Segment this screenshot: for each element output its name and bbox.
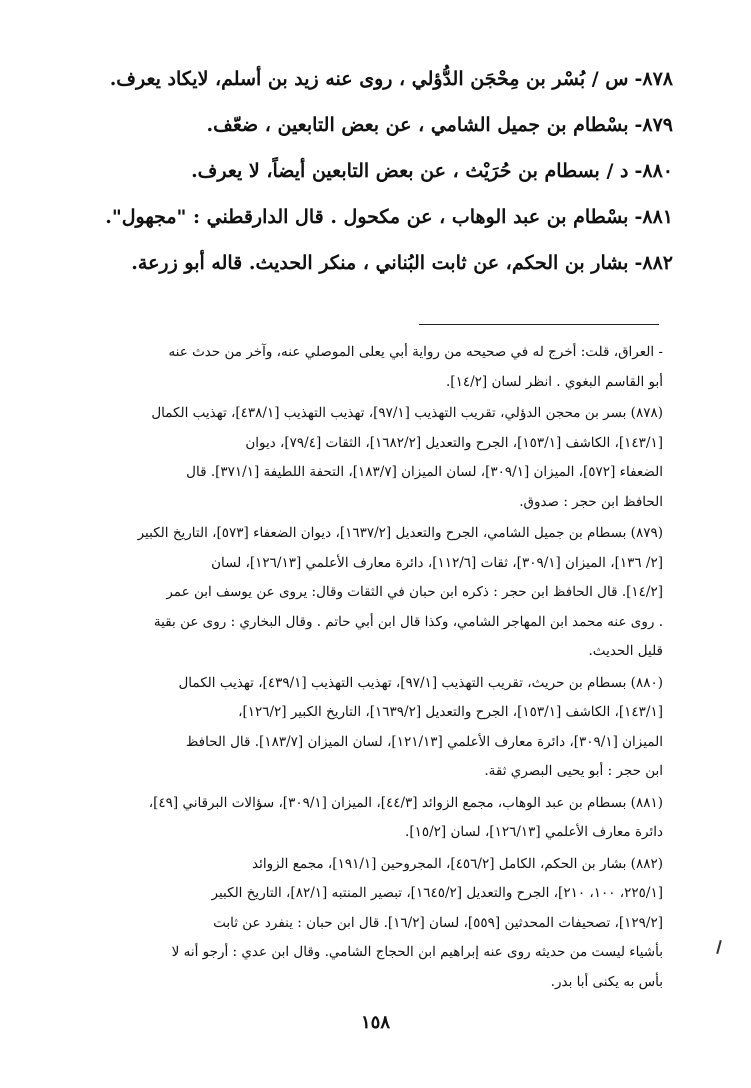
footnote-line: قليل الحديث. bbox=[588, 643, 663, 659]
entry-879 bbox=[73, 102, 673, 148]
footnote-880 bbox=[83, 669, 663, 787]
footnote-divider bbox=[419, 324, 659, 325]
footnote-line: الميزان [٣٠٩/١]، دائرة معارف الأعلمي [١٢١/١٣]، لسان الميزان [١٨٣/٧]. قال الحافظ bbox=[185, 733, 663, 750]
footnote-line: أبو القاسم البغوي . انظر لسان [١٤/٢]. bbox=[446, 373, 663, 390]
entry-881 bbox=[73, 194, 673, 240]
footnote-line: [٢/ ١٣٦]، الميزان [٣٠٩/١]، ثقات [١١٢/٦]، دائرة معارف الأعلمي [١٢٦/١٣]، لسان bbox=[211, 554, 663, 571]
footnote-879 bbox=[83, 519, 663, 667]
footnote-line: (٨٧٨) بسر بن محجن الدؤلي، تقريب التهذيب [٩٧/١]، تهذيب التهذيب [٤٣٨/١]، تهذيب الكمال bbox=[151, 405, 663, 421]
entry-text: د / بسطام بن حُرَيْث ، عن بعض التابعين أيضاً، لا يعرف. bbox=[191, 160, 629, 182]
entry-878 bbox=[73, 56, 673, 102]
entry-882 bbox=[73, 240, 673, 286]
footnote-line: (٨٨١) بسطام بن عبد الوهاب، مجمع الزوائد [٤٤/٣]، الميزان [٣٠٩/١]، سؤالات البرقاني [٤٩]، bbox=[148, 794, 663, 811]
entry-list bbox=[73, 56, 673, 286]
footnotes bbox=[83, 338, 663, 999]
entry-number: ٨٧٨- bbox=[634, 68, 673, 90]
entry-text: بسْطام بن جميل الشامي ، عن بعض التابعين ، ضعّف. bbox=[206, 114, 629, 136]
entry-number: ٨٨٠- bbox=[634, 160, 673, 182]
footnote-882 bbox=[83, 850, 663, 998]
entry-880 bbox=[73, 148, 673, 194]
entry-text: بسْطام بن عبد الوهاب ، عن مكحول . قال الدارقطني : "مجهول". bbox=[105, 206, 629, 228]
footnote-line: [١٢٩/٢]، تصحيفات المحدثين [٥٥٩]، لسان [١٦/٢]. قال ابن حبان : ينفرد عن ثابت bbox=[213, 914, 663, 931]
footnote-line: بأس به يكنى أبا بدر. bbox=[550, 973, 663, 990]
footnote-line: . روى عنه محمد ابن المهاجر الشامي، وكذا قال ابن أبي حاتم . وقال البخاري : روى عن بقية bbox=[153, 613, 663, 630]
footnote-line: بأشياء ليست من حديثه روى عنه إبراهيم ابن الحجاج الشامي. وقال ابن عدي : أرجو أنه لا bbox=[171, 944, 663, 960]
footnote-line: (٨٨٢) بشار بن الحكم، الكامل [٤٥٦/٢]، المجروحين [١٩١/١]، مجمع الزوائد bbox=[251, 855, 663, 872]
footnote-line: [١٤/٢]. قال الحافظ ابن حجر : ذكره ابن حبان في الثقات وقال: يروى عن يوسف ابن عمر bbox=[166, 584, 663, 600]
footnote-line: [١٤٣/١]، الكاشف [١٥٣/١]، الجرح والتعديل [١٦٨٢/٢]، الثقات [٧٩/٤]، ديوان bbox=[245, 434, 663, 451]
footnote-line: (٨٨٠) بسطام بن حريث، تقريب التهذيب [٩٧/١]، تهذيب التهذيب [٤٣٩/١]، تهذيب الكمال bbox=[178, 674, 663, 691]
page-number: ١٥٨ bbox=[360, 1012, 390, 1033]
entry-text: بشار بن الحكم، عن ثابت البُناني ، منكر الحديث. قاله أبو زرعة. bbox=[131, 252, 629, 274]
footnote-line: الضعفاء [٥٧٢]، الميزان [٣٠٩/١]، لسان الميزان [١٨٣/٧]، التحفة اللطيفة [٣٧١/١]. قال bbox=[186, 464, 663, 480]
footnote-881 bbox=[83, 789, 663, 848]
entry-number: ٨٨١- bbox=[634, 206, 673, 228]
entry-text: س / بُسْر بن مِحْجَن الدُّؤلي ، روى عنه زيد بن أسلم، لايكاد يعرف. bbox=[109, 68, 629, 90]
footnote-line: الحافظ ابن حجر : صدوق. bbox=[519, 493, 663, 510]
footnote-line: - العراق، قلت: أخرج له في صحيحه من رواية أبي يعلى الموصلي عنه، وآخر من حدث عنه bbox=[168, 344, 663, 360]
footnote-line: دائرة معارف الأعلمي [١٢٦/١٣]، لسان [١٥/٢]. bbox=[405, 824, 663, 840]
footnote-line: (٨٧٩) بسطام بن جميل الشامي، الجرح والتعديل [١٦٣٧/٢]، ديوان الضعفاء [٥٧٣]، التاريخ الكبير bbox=[137, 525, 663, 541]
scan-mark bbox=[716, 940, 722, 954]
footnote-878 bbox=[83, 399, 663, 517]
footnote-continuation bbox=[83, 338, 663, 397]
footnote-line: ابن حجر : أبو يحيى البصري ثقة. bbox=[484, 763, 663, 779]
entry-number: ٨٨٢- bbox=[634, 252, 673, 274]
footnote-line: [٢٢٥/١، ١٠٠، ٢١٠]، الجرح والتعديل [١٦٤٥/٢]، تبصير المنتبه [٨٢/١]، التاريخ الكبير bbox=[211, 885, 663, 901]
entry-number: ٨٧٩- bbox=[634, 114, 673, 136]
footnote-line: [١٤٣/١]، الكاشف [١٥٣/١]، الجرح والتعديل [١٦٣٩/٢]، التاريخ الكبير [١٢٦/٢]، bbox=[238, 704, 663, 720]
